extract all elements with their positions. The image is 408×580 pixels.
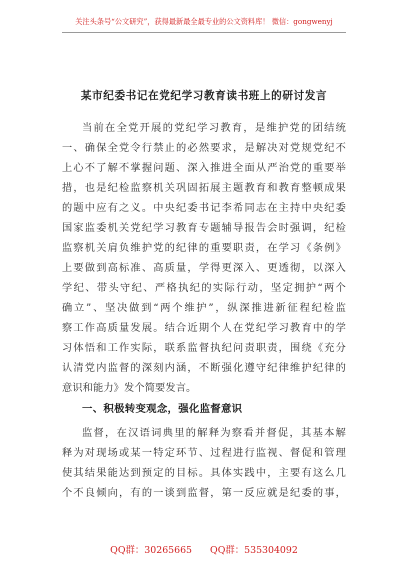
footer-qq-group-2: QQ群：535304092	[210, 545, 298, 556]
paragraph-line: 认清党内监督的深刻内涵，不断强化遵守纪律维护纪律的	[62, 363, 346, 374]
header-divider	[62, 32, 346, 33]
paragraph-line: 察工作高质量发展。结合近期个人在党纪学习教育中的学	[62, 323, 346, 334]
paragraph-line: 学纪、带头守纪、严格执纪的实际行动，坚定拥护“两个	[62, 283, 346, 294]
header-note: 关注头条号“公文研究”，获得最新最全最专业的公文资料库！ 微信：gongwenyj	[75, 17, 333, 26]
paragraph-line: 使其结果能达到预定的目标。具体实践中，主要有这么几	[62, 468, 346, 479]
paragraph-line: 意识和能力》发个简要发言。	[62, 383, 197, 394]
paragraph-line: 当前在全党开展的党纪学习教育，是维护党的团结统	[82, 123, 346, 134]
section-heading: 一、积极转变观念，强化监督意识	[82, 403, 243, 415]
paragraph-line: 个不良倾向，有的一谈到监督，第一反应就是纪委的事，	[62, 488, 346, 499]
paragraph-line: 措，也是纪检监察机关巩固拓展主题教育和教育整顿成果	[62, 183, 346, 194]
paragraph-line: 一、确保全党令行禁止的必然要求，是解决对党规党纪不	[62, 143, 346, 154]
paragraph-line: 国家监委机关党纪学习教育专题辅导报告会时强调，纪检	[62, 223, 346, 234]
footer-contact	[0, 545, 408, 557]
document-title: 某市纪委书记在党纪学习教育读书班上的研讨发言	[80, 90, 328, 102]
footer-qq-group-1: QQ群：30265665	[110, 545, 193, 556]
paragraph-line: 监督，在汉语词典里的解释为察看并督促，其基本解	[82, 428, 346, 439]
paragraph-line: 确立”、坚决做到“两个维护”，纵深推进新征程纪检监	[62, 303, 346, 314]
paragraph-line: 的题中应有之义。中央纪委书记李希同志在主持中央纪委	[62, 203, 346, 214]
paragraph-line: 上要做到高标准、高质量，学得更深入、更透彻，以深入	[62, 263, 346, 274]
paragraph-line: 监察机关肩负维护党的纪律的重要职责，在学习《条例》	[62, 243, 346, 254]
paragraph-line: 习体悟和工作实际，联系监督执纪问责职责，围绕《充分	[62, 343, 346, 354]
paragraph-line: 释为对现场或某一特定环节、过程进行监视、督促和管理	[62, 448, 346, 459]
paragraph-line: 上心不了解不掌握问题、深入推进全面从严治党的重要举	[62, 163, 346, 174]
